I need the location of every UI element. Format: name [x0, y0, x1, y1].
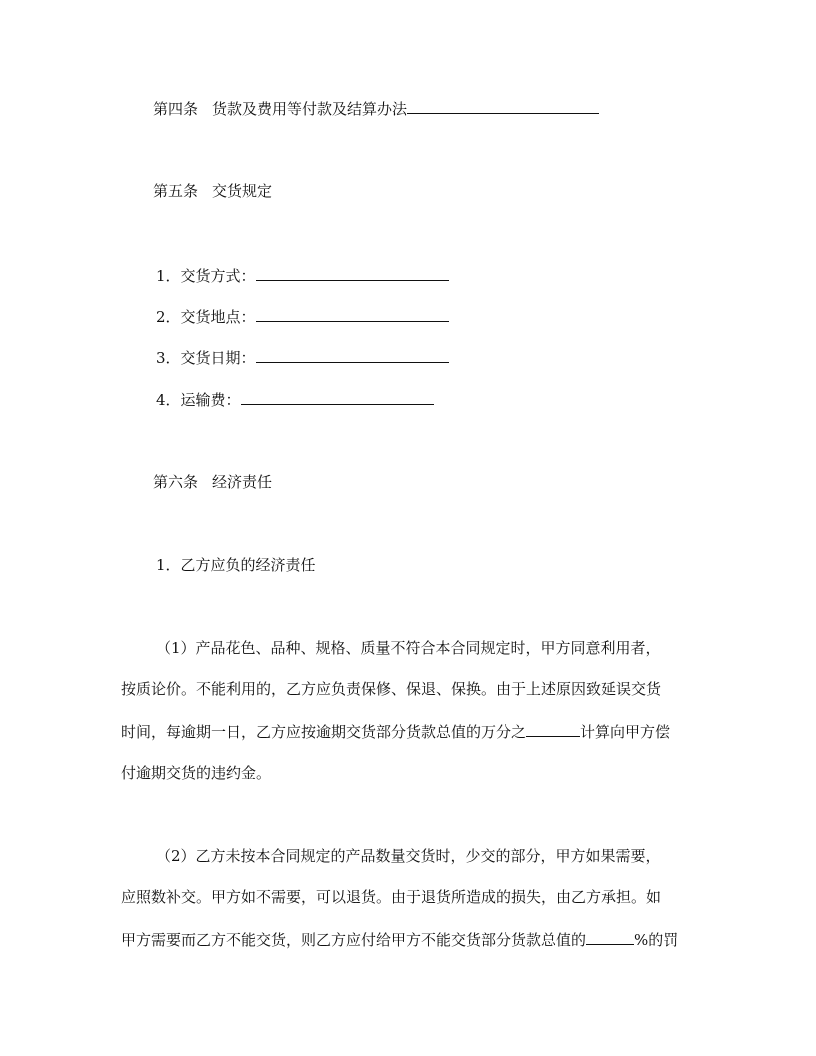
article-6-number: 第六条 [153, 473, 199, 491]
delivery-item [156, 307, 449, 326]
delivery-item-number: 2． [156, 308, 181, 326]
delivery-item-label: 交货日期： [180, 349, 256, 367]
para-1-text-after-blank: 计算向甲方偿 [580, 723, 671, 741]
delivery-item [156, 390, 434, 409]
delivery-item-number: 4． [156, 391, 181, 409]
delivery-item-number: 1． [156, 267, 181, 285]
delivery-location-blank[interactable] [256, 307, 449, 322]
article-4-number: 第四条 [153, 100, 199, 118]
para-2-line: 应照数补交。甲方如不需要，可以退货。由于退货所造成的损失，由乙方承担。如 [121, 888, 662, 906]
payment-method-blank[interactable] [407, 99, 599, 114]
para-1-line [121, 722, 670, 741]
delivery-date-blank[interactable] [256, 348, 449, 363]
article-4-heading [153, 99, 599, 118]
subsection-1-number: 1． [156, 556, 181, 574]
para-1-text-before-blank: 时间，每逾期一日，乙方应按逾期交货部分货款总值的万分之 [121, 723, 527, 741]
delivery-item-label: 交货地点： [180, 308, 256, 326]
delivery-method-blank[interactable] [256, 266, 449, 281]
delivery-item [156, 266, 449, 285]
para-1-line: 付逾期交货的违约金。 [121, 764, 272, 782]
penalty-rate-blank[interactable] [526, 722, 580, 737]
para-1-line: 按质论价。不能利用的，乙方应负责保修、保退、保换。由于上述原因致延误交货 [121, 680, 662, 698]
para-2-line [121, 930, 678, 949]
delivery-item-number: 3． [156, 349, 181, 367]
delivery-item-label: 交货方式： [180, 267, 256, 285]
delivery-item [156, 348, 449, 367]
article-5-heading [153, 182, 272, 200]
subsection-1-title: 乙方应负的经济责任 [180, 556, 316, 574]
para-2-line: （2）乙方未按本合同规定的产品数量交货时，少交的部分，甲方如果需要， [156, 847, 661, 865]
article-5-title: 交货规定 [212, 182, 273, 200]
delivery-item-label: 运输费： [180, 391, 241, 409]
article-6-title: 经济责任 [212, 473, 273, 491]
para-2-text-before-blank: 甲方需要而乙方不能交货，则乙方应付给甲方不能交货部分货款总值的 [121, 931, 587, 949]
article-5-number: 第五条 [153, 182, 199, 200]
article-4-title: 货款及费用等付款及结算办法 [212, 100, 408, 118]
article-6-heading [153, 473, 272, 491]
para-1-line: （1）产品花色、品种、规格、质量不符合本合同规定时，甲方同意利用者， [156, 639, 661, 657]
freight-cost-blank[interactable] [241, 390, 434, 405]
subsection-1-heading [156, 556, 316, 574]
para-2-text-after-blank: %的罚 [634, 931, 679, 949]
penalty-percent-blank[interactable] [586, 930, 634, 945]
